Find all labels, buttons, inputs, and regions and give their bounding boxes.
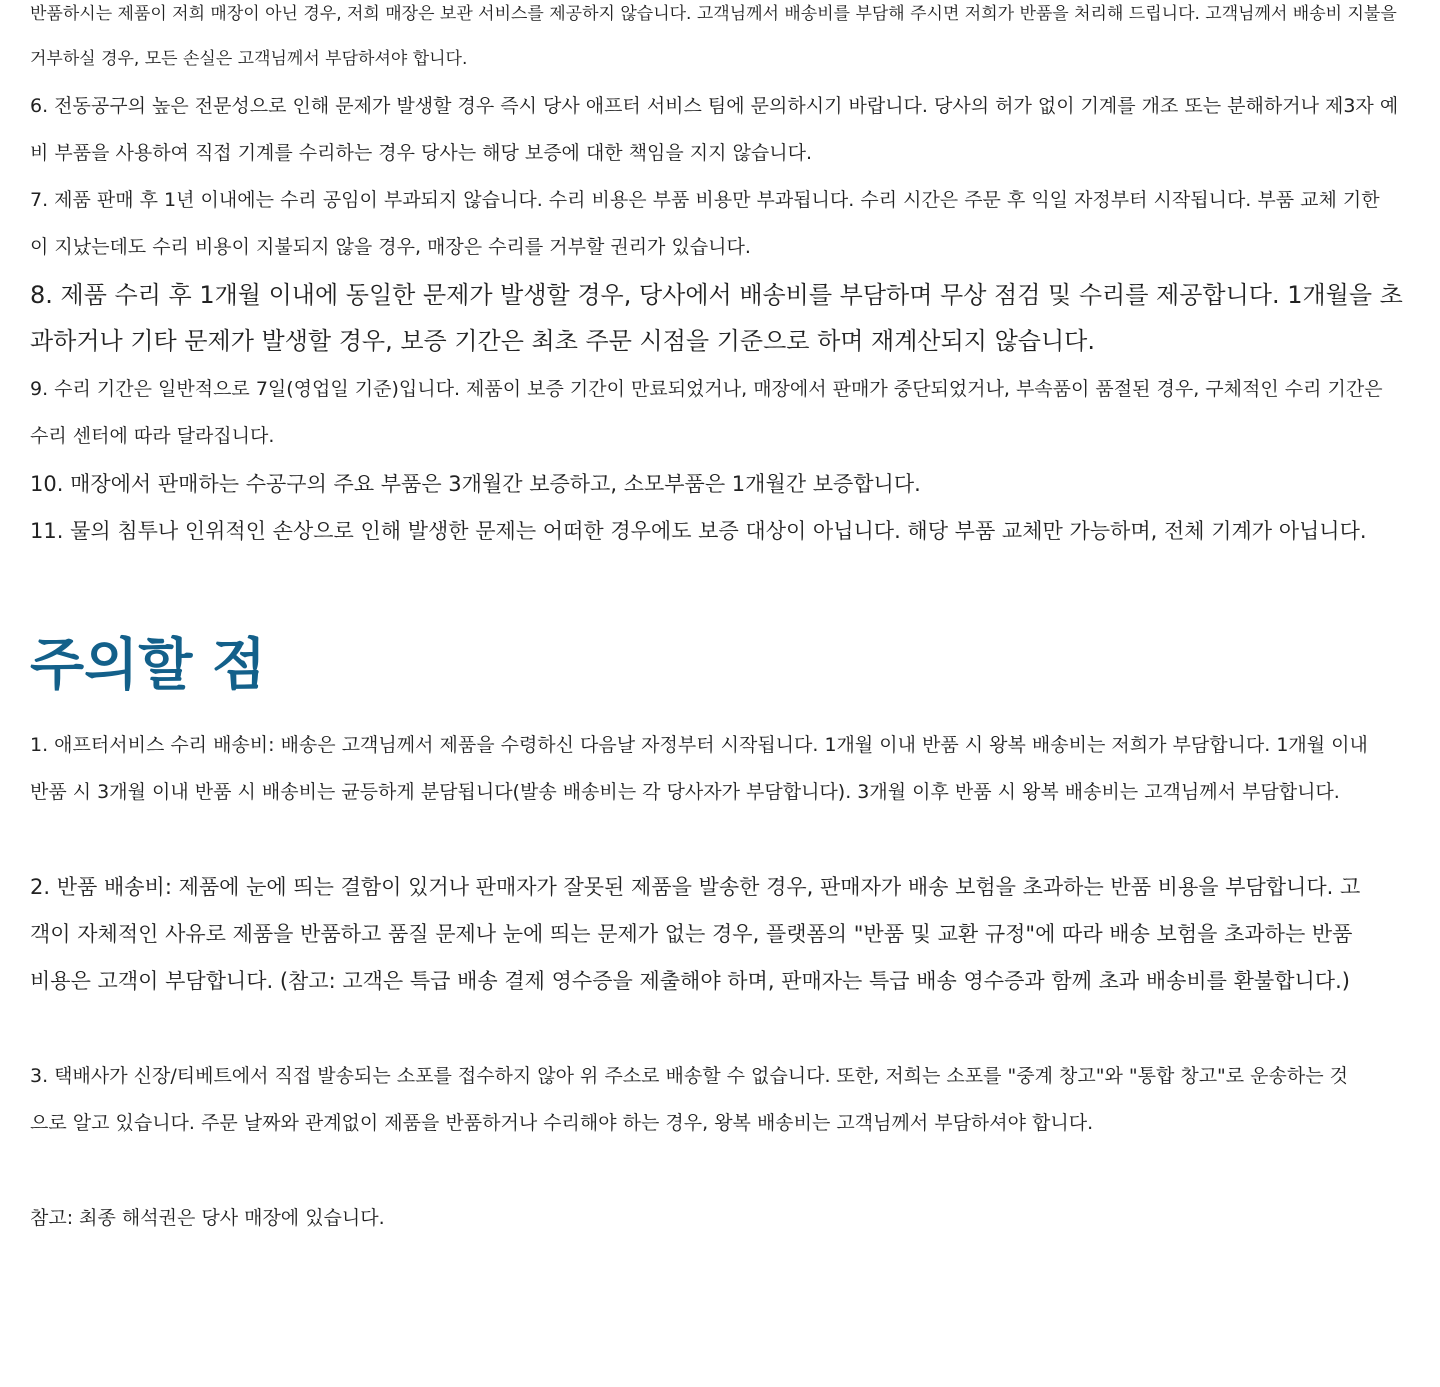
warranty-item-8: 8. 제품 수리 후 1개월 이내에 동일한 문제가 발생할 경우, 당사에서 배송비를 부담하며 무상 점검 및 수리를 제공합니다. 1개월을 초과하거나 기타 문제가 발생할 경우, 보증 기간은 최초 주문 시점을 기준으로 하며 재계산되지 않습니다. bbox=[30, 281, 1403, 355]
caution-item-3: 3. 택배사가 신장/티베트에서 직접 발송되는 소포를 접수하지 않아 위 주소로 배송할 수 없습니다. 또한, 저희는 소포를 "중계 창고"와 "통합 창고"로 운송하는 것으로 알고 있습니다. 주문 날짜와 관계없이 제품을 반품하거나 수리해야 하는 경우, 왕복 배송비는 고객님께서 부담하셔야 합니다. bbox=[30, 1065, 1348, 1134]
footer-note: 참고: 최종 해석권은 당사 매장에 있습니다. bbox=[30, 1207, 385, 1229]
warranty-item-10: 10. 매장에서 판매하는 수공구의 주요 부품은 3개월간 보증하고, 소모부품은 1개월간 보증합니다. bbox=[30, 472, 921, 496]
warranty-item-6: 6. 전동공구의 높은 전문성으로 인해 문제가 발생할 경우 즉시 당사 애프터 서비스 팀에 문의하시기 바랍니다. 당사의 허가 없이 기계를 개조 또는 분해하거나 제3자 예비 부품을 사용하여 직접 기계를 수리하는 경우 당사는 해당 보증에 대한 책임을 지지 않습니다. bbox=[30, 95, 1399, 164]
warranty-item-11: 11. 물의 침투나 인위적인 손상으로 인해 발생한 문제는 어떠한 경우에도 보증 대상이 아닙니다. 해당 부품 교체만 가능하며, 전체 기계가 아닙니다. bbox=[30, 519, 1367, 543]
cautions-heading: 주의할 점 bbox=[30, 633, 266, 698]
warranty-item-7: 7. 제품 판매 후 1년 이내에는 수리 공임이 부과되지 않습니다. 수리 비용은 부품 비용만 부과됩니다. 수리 시간은 주문 후 익일 자정부터 시작됩니다. 부품 교체 기한이 지났는데도 수리 비용이 지불되지 않을 경우, 매장은 수리를 거부할 권리가 있습니다. bbox=[30, 189, 1380, 258]
caution-item-1: 1. 애프터서비스 수리 배송비: 배송은 고객님께서 제품을 수령하신 다음날 자정부터 시작됩니다. 1개월 이내 반품 시 왕복 배송비는 저희가 부담합니다. 1개월 이내 반품 시 3개월 이내 반품 시 배송비는 균등하게 분담됩니다(발송 배송비는 각 당사자가 부담합니다). 3개월 이후 반품 시 왕복 배송비는 고객님께서 부담합니다. bbox=[30, 734, 1368, 803]
warranty-item-9: 9. 수리 기간은 일반적으로 7일(영업일 기준)입니다. 제품이 보증 기간이 만료되었거나, 매장에서 판매가 중단되었거나, 부속품이 품절된 경우, 구체적인 수리 기간은 수리 센터에 따라 달라집니다. bbox=[30, 378, 1383, 447]
caution-item-2: 2. 반품 배송비: 제품에 눈에 띄는 결함이 있거나 판매자가 잘못된 제품을 발송한 경우, 판매자가 배송 보험을 초과하는 반품 비용을 부담합니다. 고객이 자체적인 사유로 제품을 반품하고 품질 문제나 눈에 띄는 문제가 없는 경우, 플랫폼의 "반품 및 교환 규정"에 따라 배송 보험을 초과하는 반품 비용은 고객이 부담합니다. (참고: 고객은 특급 배송 결제 영수증을 제출해야 하며, 판매자는 특급 배송 영수증과 함께 초과 배송비를 환불합니다.) bbox=[30, 875, 1361, 993]
warranty-partial-paragraph: 반품하시는 제품이 저희 매장이 아닌 경우, 저희 매장은 보관 서비스를 제공하지 않습니다. 고객님께서 배송비를 부담해 주시면 저희가 반품을 처리해 드립니다. 고객님께서 배송비 지불을 거부하실 경우, 모든 손실은 고객님께서 부담하셔야 합니다. bbox=[30, 4, 1397, 69]
